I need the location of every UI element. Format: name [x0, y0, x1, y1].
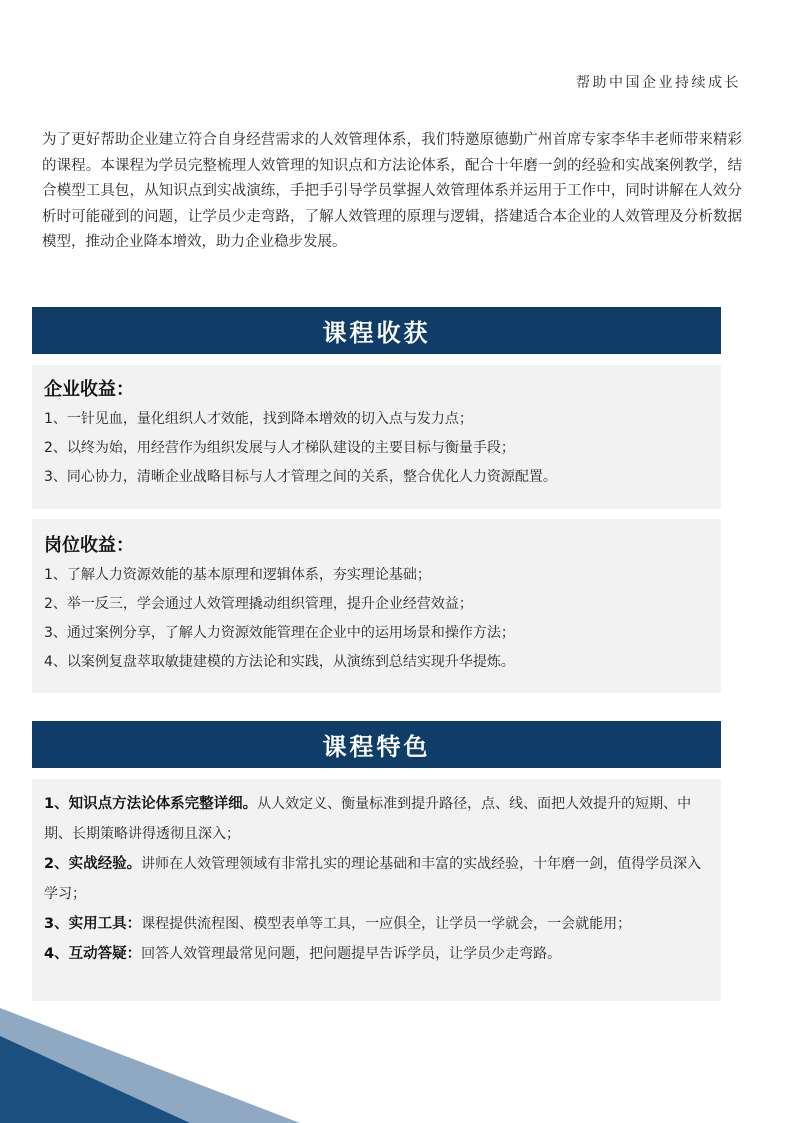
feature-lead: 4、互动答疑： — [44, 946, 142, 962]
features-box — [32, 779, 721, 1001]
feature-item — [44, 849, 704, 909]
feature-item — [44, 789, 704, 849]
position-gain-item: 1、了解人力资源效能的基本原理和逻辑体系，夯实理论基础； — [44, 567, 431, 583]
position-gains-title: 岗位收益： — [44, 535, 134, 556]
corner-decoration — [0, 1008, 794, 1123]
feature-text: 从人效定义、衡量标准到提升路径，点、线、面把人效提升的短期、中期、长期策略讲得透彻且深入； — [44, 796, 692, 842]
enterprise-gains-title: 企业收益： — [44, 379, 134, 400]
position-gain-item: 3、通过案例分享，了解人力资源效能管理在企业中的运用场景和操作方法； — [44, 625, 515, 641]
feature-text: 课程提供流程图、模型表单等工具，一应俱全，让学员一学就会，一会就能用； — [141, 916, 632, 932]
feature-text: 回答人效管理最常见问题，把问题提早告诉学员，让学员少走弯路。 — [141, 946, 562, 962]
section-banner-gains: 课程收获 — [32, 307, 721, 354]
position-gains-box — [32, 519, 721, 693]
feature-lead: 1、知识点方法论体系完整详细。 — [44, 796, 258, 812]
position-gain-item: 4、以案例复盘萃取敏捷建模的方法论和实践，从演练到总结实现升华提炼。 — [44, 654, 515, 670]
enterprise-gain-item: 1、一针见血，量化组织人才效能，找到降本增效的切入点与发力点； — [44, 411, 473, 427]
enterprise-gain-item: 2、以终为始，用经营作为组织发展与人才梯队建设的主要目标与衡量手段； — [44, 440, 515, 456]
enterprise-gains-box — [32, 365, 721, 509]
enterprise-gain-item: 3、同心协力，清晰企业战略目标与人才管理之间的关系，整合优化人力资源配置。 — [44, 469, 557, 485]
feature-lead: 3、实用工具： — [44, 916, 142, 932]
section-banner-features: 课程特色 — [32, 721, 721, 768]
header-tagline: 帮助中国企业持续成长 — [576, 75, 741, 91]
feature-lead: 2、实战经验。 — [44, 856, 142, 872]
feature-item — [44, 939, 704, 969]
feature-text: 讲师在人效管理领域有非常扎实的理论基础和丰富的实战经验，十年磨一剑，值得学员深入学习； — [44, 856, 702, 902]
intro-paragraph: 为了更好帮助企业建立符合自身经营需求的人效管理体系，我们特邀原德勤广州首席专家李华丰老师带来精彩的课程。本课程为学员完整梳理人效管理的知识点和方法论体系，配合十年磨一剑的经验和实战案例教学，结合模型工具包，从知识点到实战演练，手把手引导学员掌握人效管理体系并运用于工作中，同时讲解在人效分析时可能碰到的问题，让学员少走弯路，了解人效管理的原理与逻辑，搭建适合本企业的人效管理及分析数据模型，推动企业降本增效，助力企业稳步发展。 — [42, 132, 742, 250]
position-gain-item: 2、举一反三，学会通过人效管理撬动组织管理，提升企业经营效益； — [44, 596, 473, 612]
feature-item — [44, 909, 704, 939]
